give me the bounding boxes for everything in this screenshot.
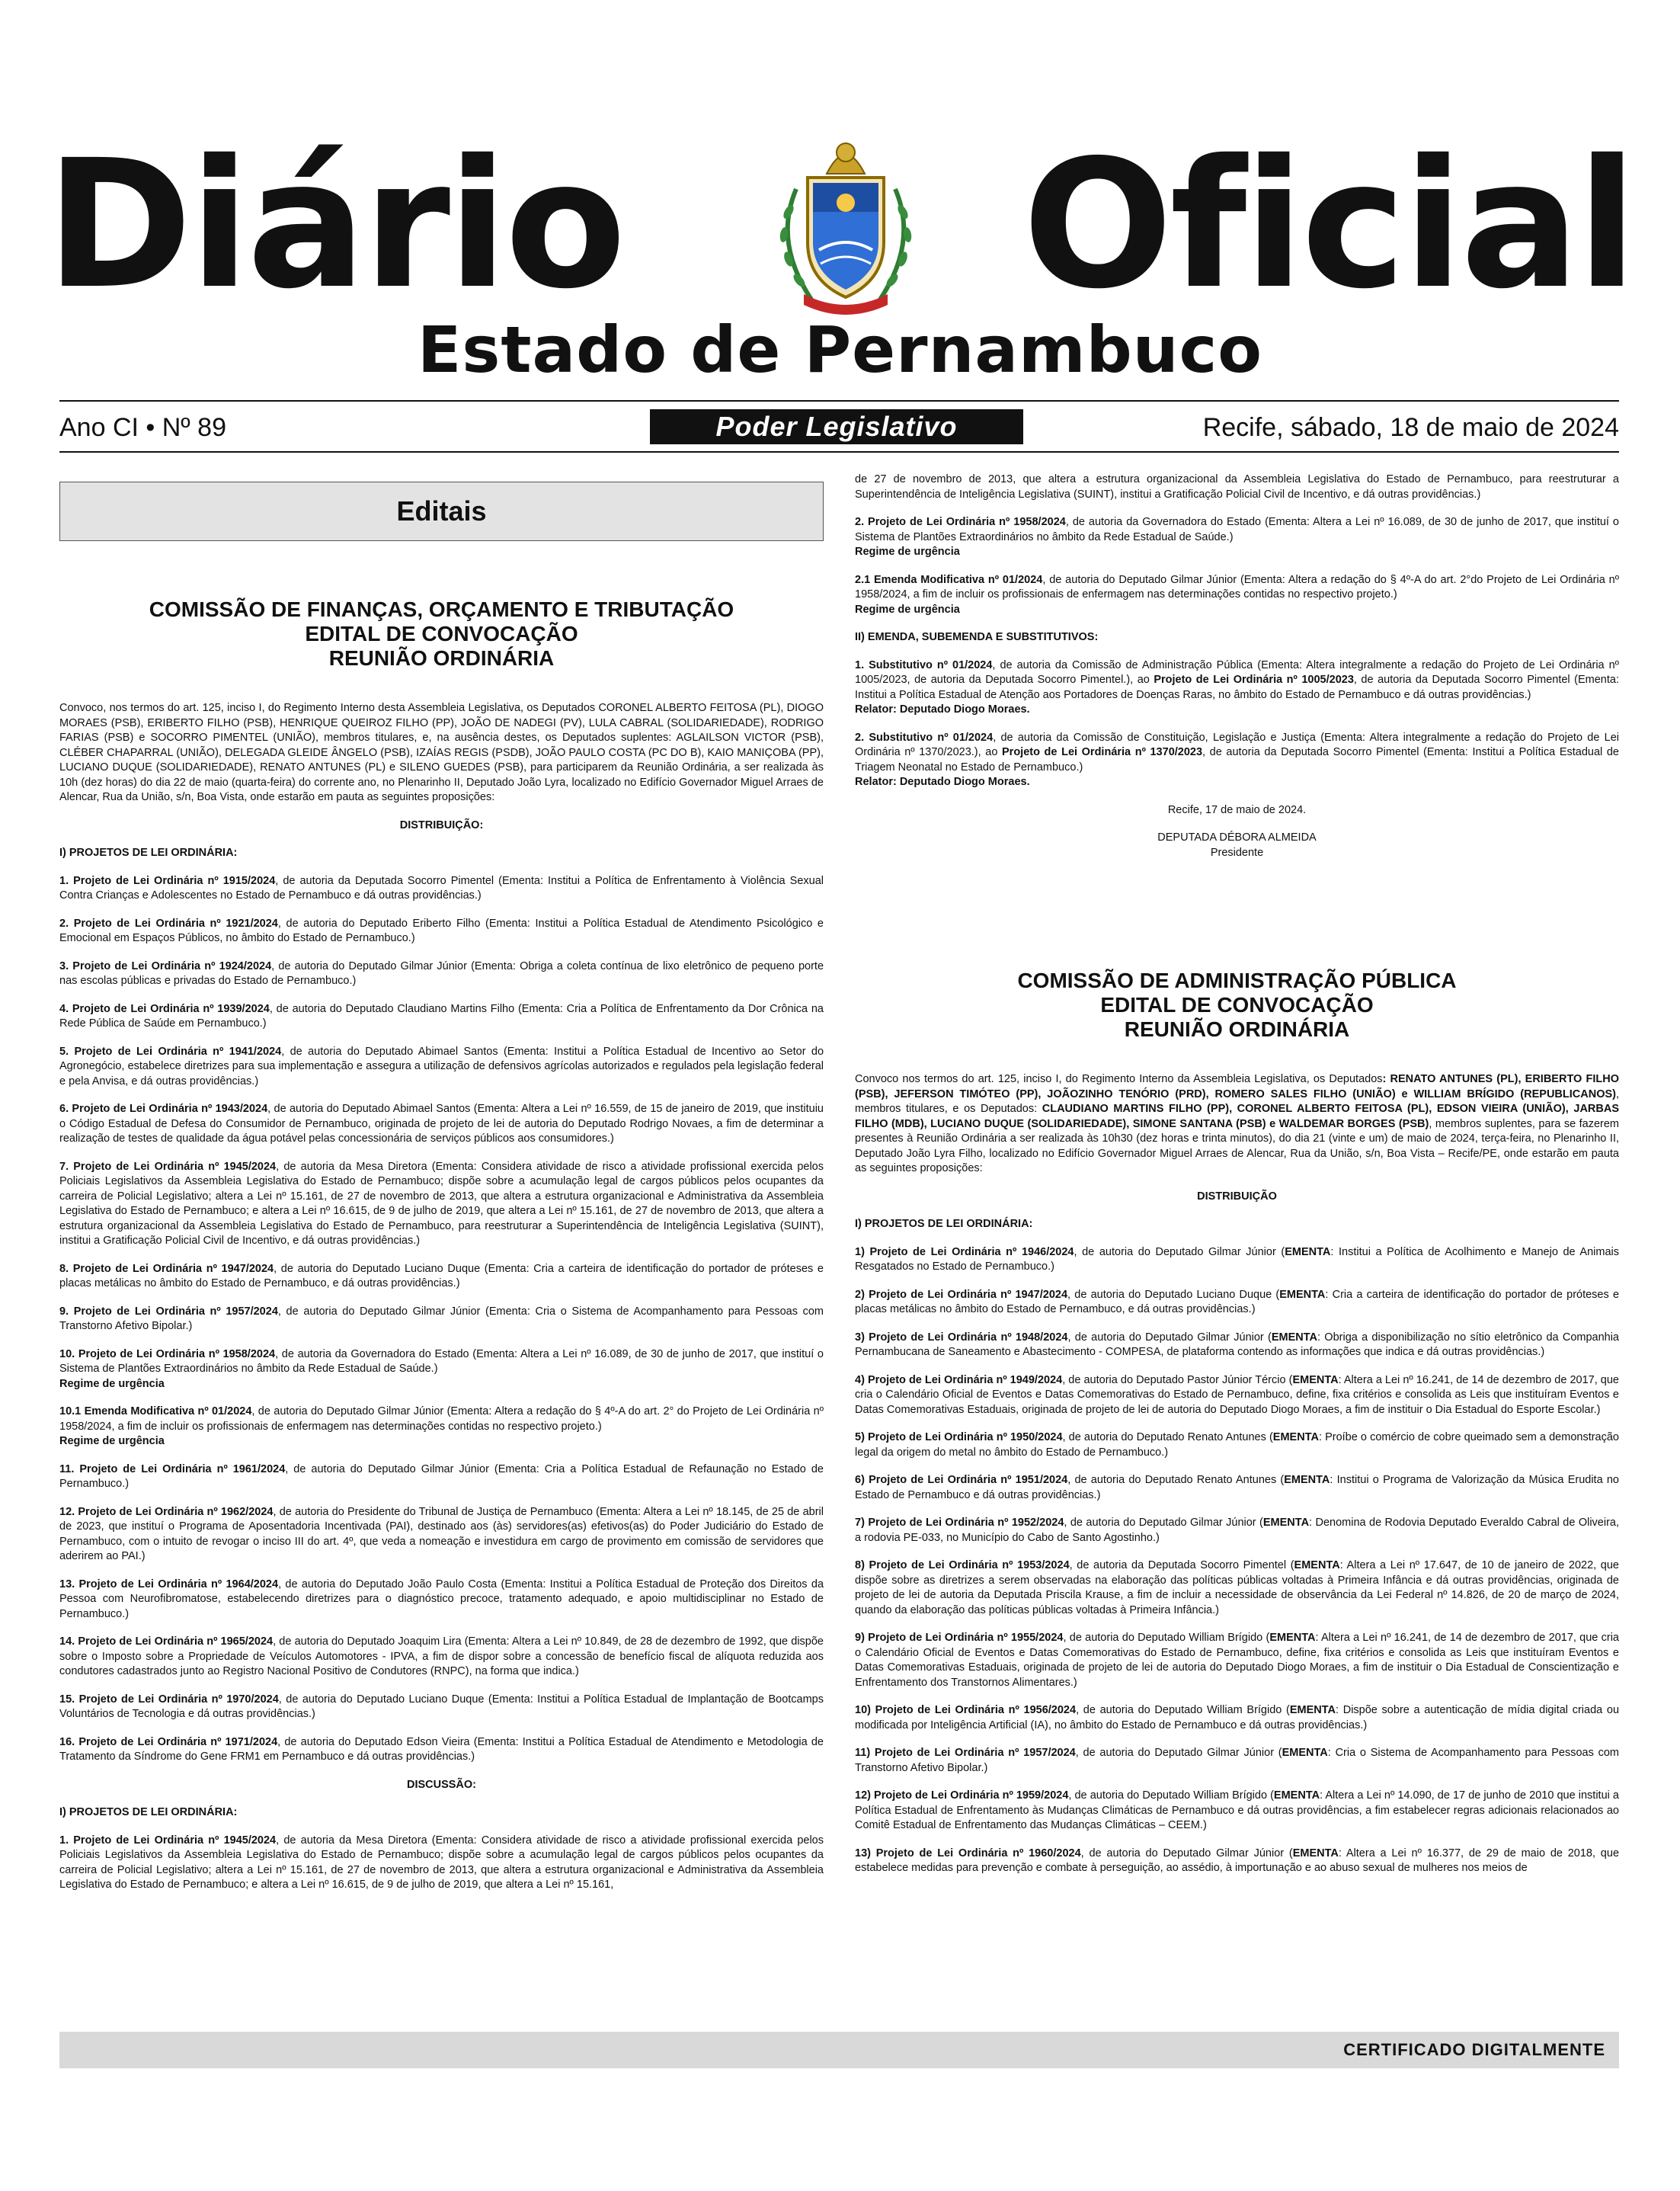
item-lead: 7. Projeto de Lei Ordinária nº 1945/2024 [59,1160,277,1173]
left-column [59,472,824,1906]
item-text: , de autoria do Deputado Luciano Duque (Ementa: Institui a Política Estadual de Implantação de Bootcamps Voluntários de Tecnologia e dá outras providências.) [59,1693,824,1720]
item-lead: 6. Projeto de Lei Ordinária nº 1943/2024 [59,1103,268,1115]
item-text: , de autoria do Deputado Gilmar Júnior ( [1067,1331,1272,1344]
ementa-label: EMENTA [1262,1517,1310,1529]
item-text: : Altera a Lei nº 17.647, de 10 de janeiro de 2022, que dispõe sobre as diretrizes a serem observadas na elaboração das políticas públicas voltadas à Primeira Infância e dá outras providências, originada de projeto de lei de autoria da Deputada Priscila Krause, a fim de incluir a necessidade de observância da Lei Federal nº 14.826, de 20 de março de 2024, quando da elaboração das políticas públicas voltadas à Primeira Infância.) [855,1559,1619,1616]
left-items-list [59,874,824,1765]
item-text: , de autoria do Deputado Gilmar Júnior ( [1074,1245,1285,1258]
spacer [855,860,1619,969]
item-note: Regime de urgência [59,1435,165,1447]
item-text: , de autoria do Deputado Eriberto Filho (Ementa: Institui a Política Estadual de Atendimento Psicológico e Emocional em Espaços Públicos, no âmbito do Estado de Pernambuco.) [59,917,824,944]
item-lead: 1) Projeto de Lei Ordinária nº 1946/2024 [855,1245,1074,1258]
ementa-label: EMENTA [1294,1559,1340,1571]
group-label: II) EMENDA, SUBEMENDA E SUBSTITUTIVOS: [855,631,1099,643]
item-text: , de autoria da Deputada Socorro Pimentel (Ementa: Institui a Política de Enfrentamento à Violência Sexual Contra Crianças e Adolescentes no Estado de Pernambuco e dá outras providências.) [59,874,824,902]
distribution-label: DISTRIBUIÇÃO: [399,818,484,831]
item-text: : Altera a Lei nº 16.241, de 14 de dezembro de 2017, que cria o Calendário Oficial de Eventos e Datas Comemorativas do Estado de Pernambuco, define, fixa critérios e consolida as Leis que instituíram Eventos e Datas Comemorativas Estaduais, originada de projeto de lei de autoria do Deputado Diogo Moraes, a fim de instituir o Dia Estadual do Esporte Escolar.) [855,1373,1619,1416]
item-text: : Institui a Política de Acolhimento e Manejo de Animais Resgatados no Estado de Pernambuco.) [855,1245,1619,1273]
item-lead: 1. Projeto de Lei Ordinária nº 1945/2024 [59,1834,277,1847]
list-item [59,1635,824,1680]
item-text: , de autoria da Deputada Socorro Pimentel (Ementa: Institui a Política Estadual de Triagem Neonatal no Estado de Pernambuco.) [855,746,1619,774]
list-item [855,1746,1619,1776]
item-lead: 2. Substitutivo nº 01/2024 [855,731,994,744]
list-item [59,1045,824,1090]
item-text: , de autoria do Deputado Edson Vieira (Ementa: Institui a Política Estadual de Atendimento e Metodologia de Tratamento da Síndrome do Gene FRM1 em Pernambuco e dá outras providências.) [59,1735,824,1763]
list-item [855,1847,1619,1876]
item-text: : Denomina de Rodovia Deputado Everaldo Cabral de Oliveira, a rodovia PE-033, no Município do Cabo de Santo Agostinho.) [855,1517,1620,1544]
item-text: , de autoria do Deputado Gilmar Júnior ( [1064,1517,1263,1529]
item-text: : Altera a Lei nº 16.241, de 14 de dezembro de 2017, que cria o Calendário Oficial de Eventos e Datas Comemorativas do Estado de Pernambuco, define, fixa critérios e consolida as Leis que instituíram Eventos e Datas Comemorativas Estaduais, originada de projeto de lei de autoria do Deputado Diogo Moraes, a fim de instituir o Dia Estadual de Conscientização e Enfrentamento dos Transtornos Alimentares.) [855,1632,1619,1689]
list-item [59,1735,824,1765]
list-item [855,1789,1619,1834]
heading-line: REUNIÃO ORDINÁRIA [1124,1017,1350,1041]
item-lead: 12. Projeto de Lei Ordinária nº 1962/2024 [59,1505,274,1518]
list-item [59,874,824,904]
item-text: , de autoria da Deputada Socorro Pimentel ( [1069,1559,1294,1571]
group-label: I) PROJETOS DE LEI ORDINÁRIA: [59,847,238,859]
signature-date: Recife, 17 de maio de 2024. [1167,803,1307,816]
item-lead: 2.1 Emenda Modificativa nº 01/2024 [855,573,1043,586]
item-note: Regime de urgência [855,546,960,558]
item-note: Regime de urgência [855,603,960,616]
item-lead: 3. Projeto de Lei Ordinária nº 1924/2024 [59,959,272,972]
item-text: , de autoria do Deputado Joaquim Lira (Ementa: Altera a Lei nº 10.849, de 28 de dezembro de 1992, que dispõe sobre o Imposto sobre a Propriedade de Veículos Automotores - IPVA, a fim de dispor sobre a concessão de benefício fiscal de alíquota reduzida aos condutores cadastrados junto ao Registro Nacional Positivo de Condutores (RNPC), na forma que indica.) [59,1635,824,1677]
item-text: , de autoria do Deputado William Brígido ( [1068,1789,1274,1802]
item-text: : Cria a carteira de identificação do portador de próteses e placas metálicas no âmbito do Estado de Pernambuco, e dá outras providências.) [855,1288,1620,1315]
item-text: , de autoria do Presidente do Tribunal de Justiça de Pernambuco (Ementa: Altera a Lei nº 18.145, de 25 de abril de 2023, que instituí o Programa de Aposentadoria Incentivada (PAI), destinado aos (às) servidores(as) efetivos(as) do Poder Judiciário do Estado de Pernambuco, com o intuito de revogar o inciso III do art. 4º, que veda a nomeação e investidura em cargo de provimento em comissão de servidores que aderirem ao PAI.) [59,1505,824,1562]
digital-certificate-label: CERTIFICADO DIGITALMENTE [1343,2040,1605,2059]
item-lead: 10. Projeto de Lei Ordinária nº 1958/2024 [59,1347,276,1360]
list-item [59,1347,824,1392]
list-item [855,1516,1619,1546]
item-lead: 2. Projeto de Lei Ordinária nº 1921/2024 [59,917,278,930]
list-item [855,573,1619,618]
item-text: , de autoria do Deputado Gilmar Júnior (Ementa: Obriga a coleta contínua de lixo eletrônico de pequeno porte nas escolas públicas e privadas do Estado de Pernambuco.) [59,959,824,987]
ementa-label: EMENTA [1292,1373,1339,1386]
list-item [855,1631,1619,1690]
masthead-rule-bottom [59,451,1619,453]
coat-of-arms-icon [766,128,926,319]
heading-line: REUNIÃO ORDINÁRIA [328,646,555,670]
item-lead: 15. Projeto de Lei Ordinária nº 1970/2024 [59,1693,279,1706]
list-item [855,731,1619,776]
commission-heading-administracao [855,969,1619,1042]
item-text: , de autoria do Deputado Claudiano Martins Filho (Ementa: Cria a Política de Enfrentamento da Dor Crônica na Rede Pública de Saúde em Pernambuco.) [59,1002,824,1030]
item-lead: 5. Projeto de Lei Ordinária nº 1941/2024 [59,1045,282,1058]
item-text: , de autoria do Deputado Gilmar Júnior ( [1075,1747,1282,1759]
item-text: : Proíbe o comércio de cobre queimado sem a demonstração legal da origem do metal no âmbito do Estado de Pernambuco.) [855,1431,1619,1459]
item-lead: 6) Projeto de Lei Ordinária nº 1951/2024 [855,1474,1068,1486]
item-lead: 14. Projeto de Lei Ordinária nº 1965/2024 [59,1635,274,1648]
rapporteur-note: Relator: Deputado Diogo Moraes. [855,703,1030,716]
list-item [59,1505,824,1565]
section-label-box: Editais [59,482,824,541]
item-lead: 4) Projeto de Lei Ordinária nº 1949/2024 [855,1373,1063,1386]
list-item [59,1262,824,1292]
item-lead: 12) Projeto de Lei Ordinária nº 1959/2024 [855,1789,1069,1802]
intro-text: , membros titulares, e os Deputados: [855,1087,1619,1115]
item-lead: 8) Projeto de Lei Ordinária nº 1953/2024 [855,1559,1070,1571]
item-lead: 4. Projeto de Lei Ordinária nº 1939/2024 [59,1002,270,1015]
item-text: , de autoria da Governadora do Estado (Ementa: Altera a Lei nº 16.089, de 30 de junho de 2017, que instituí o Sistema de Plantões Extraordinários no âmbito da Rede Estadual de Saúde.) [59,1347,824,1375]
ementa-label: EMENTA [1272,1431,1319,1443]
signature-role: Presidente [1210,846,1264,859]
list-item [855,658,1619,703]
intro-text: , membros suplentes, para se fazerem presentes à Reunião Ordinária a ser realizada às 10h30 (dez horas e trinta minutos), do dia 21 (vinte e um) de maio de 2024, terça-feira, no Plenarinho II, Deputado João Lyra Filho, localizado no Edifício Governador Miguel Arraes de Alencar, Rua da União, s/n, Boa Vista – Recife/PE, onde estarão em pauta as seguintes proposições: [855,1117,1619,1174]
list-item [59,1693,824,1722]
item-text: , de autoria do Deputado Gilmar Júnior (Ementa: Altera a redação do § 4º-A do art. 2° do Projeto de Lei Ordinária nº 1958/2024, a fim de incluir os profissionais de enfermagem nas determinações contidas no respectivo projeto.) [59,1405,824,1433]
list-item [855,1288,1619,1318]
section-banner: Poder Legislativo [650,409,1023,444]
item-text: , de autoria do Deputado Abimael Santos (Ementa: Institui a Política Estadual de Incentivo ao Setor do Agronegócio, estabelece diretrizes para sua implementação e assegura a utilização de defensivos agrícolas autorizados e regulados pela legislação federal e pela Anvisa, e dá outras providências.) [59,1045,824,1087]
item-text: , de autoria do Deputado William Brígido ( [1076,1704,1290,1716]
item-text: , de autoria do Deputado Luciano Duque ( [1067,1288,1280,1301]
group-label: I) PROJETOS DE LEI ORDINÁRIA: [855,1218,1033,1230]
heading-line: COMISSÃO DE FINANÇAS, ORÇAMENTO E TRIBUTAÇÃO [149,597,734,621]
ementa-label: EMENTA [1292,1847,1339,1859]
item-text: , de autoria do Deputado Luciano Duque (Ementa: Cria a carteira de identificação do portador de próteses e placas metálicas no âmbito do Estado de Pernambuco, e dá outras providências.) [59,1262,824,1289]
masthead-subtitle: Estado de Pernambuco [417,312,1263,387]
item-lead: 11. Projeto de Lei Ordinária nº 1961/2024 [59,1462,286,1475]
heading-line: EDITAL DE CONVOCAÇÃO [305,622,578,645]
item-lead: 3) Projeto de Lei Ordinária nº 1948/2024 [855,1331,1068,1344]
item-bold: Projeto de Lei Ordinária nº 1005/2023 [1154,674,1354,686]
heading-line: EDITAL DE CONVOCAÇÃO [1100,993,1374,1017]
publication-date: Recife, sábado, 18 de maio de 2024 [1202,413,1619,442]
item-lead: 5) Projeto de Lei Ordinária nº 1950/2024 [855,1431,1063,1443]
list-item [59,917,824,947]
item-text: , de autoria do Deputado Gilmar Júnior (Ementa: Cria o Sistema de Acompanhamento para Pessoas com Transtorno Afetivo Bipolar.) [59,1305,824,1332]
list-item [855,1473,1619,1503]
intro-members: CLAUDIANO MARTINS FILHO (PP), CORONEL ALBERTO FEITOSA (PL), EDSON VIEIRA (UNIÃO), JARBAS FILHO (MDB), LUCIANO DUQUE (SOLIDARIEDADE), SIMONE SANTANA (PSB) e WALDEMAR BORGES (PSB) [855,1103,1620,1130]
footer-bar [59,2032,1619,2068]
item-bold: Projeto de Lei Ordinária nº 1370/2023 [1002,746,1203,758]
ementa-label: EMENTA [1285,1245,1331,1258]
item-note: Regime de urgência [59,1377,165,1390]
masthead-rule-top [59,400,1619,402]
item-text: , de autoria da Comissão de Administração Pública (Ementa: Altera integralmente a redação do Projeto de Lei Ordinária nº 1005/2023, de autoria da Deputada Socorro Pimentel.), ao [855,658,1619,686]
list-item [855,1430,1619,1460]
item-text: , de autoria do Deputado William Brígido ( [1063,1632,1270,1644]
item-lead: 13) Projeto de Lei Ordinária nº 1960/2024 [855,1847,1081,1859]
item-text: : Institui o Programa de Valorização da Música Erudita no Estado de Pernambuco e dá outras providências.) [855,1474,1619,1501]
distribution-label: DISTRIBUIÇÃO [1197,1190,1277,1203]
list-item [855,1373,1619,1418]
group-label: I) PROJETOS DE LEI ORDINÁRIA: [59,1806,238,1818]
list-item [59,1102,824,1147]
item-text: , de autoria do Deputado Pastor Júnior Tércio ( [1062,1373,1293,1386]
commission-heading-financas [59,597,824,671]
item-lead: 1. Projeto de Lei Ordinária nº 1915/2024 [59,874,276,887]
discussion-label: DISCUSSÃO: [406,1778,477,1791]
item-text: , de autoria do Deputado João Paulo Costa (Ementa: Institui a Política Estadual de Proteção dos Direitos da Pessoa com Neurofibromatose, estabelecendo diretrizes para o diagnóstico precoce, tratamento adequado, e apoio multidisciplinar no Estado de Pernambuco.) [59,1578,824,1620]
item-text: , de autoria da Deputada Socorro Pimentel (Ementa: Institui a Política Estadual de Atenção aos Portadores de Doenças Raras, no âmbito do Estado de Pernambuco e dá outras providências.) [855,674,1619,701]
ementa-label: EMENTA [1282,1747,1328,1759]
list-item [59,1405,824,1449]
masthead-title-right: Oficial [1022,122,1634,328]
item-text: : Dispõe sobre a autenticação de mídia digital criada ou modificada por Inteligência Artificial (IA), no âmbito do Estado de Pernambuco e dá outras providências.) [855,1704,1620,1731]
item-text: : Obriga a disponibilização no sítio eletrônico da Companhia Pernambucana de Saneamento e Abastecimento - COMPESA, de plataforma contendo as informações que indica e dá outras providências.) [855,1331,1619,1358]
heading-line: COMISSÃO DE ADMINISTRAÇÃO PÚBLICA [1017,969,1457,992]
list-item [59,1002,824,1032]
list-item [855,515,1619,560]
item-lead: 8. Projeto de Lei Ordinária nº 1947/2024 [59,1262,274,1275]
item-text: , de autoria do Deputado Gilmar Júnior (Ementa: Cria a Política Estadual de Refaunação no Estado de Pernambuco.) [59,1462,824,1490]
ementa-label: EMENTA [1279,1288,1326,1301]
ementa-label: EMENTA [1269,1632,1316,1644]
masthead-title [46,114,1634,335]
item-text: , de autoria da Governadora do Estado (Ementa: Altera a Lei nº 16.089, de 30 de junho de 2017, que instituí o Sistema de Plantões Extraordinários no âmbito da Rede Estadual de Saúde.) [855,516,1619,543]
signature-name: DEPUTADA DÉBORA ALMEIDA [1157,831,1317,844]
item-lead: 1. Substitutivo nº 01/2024 [855,658,993,671]
masthead-title-left: Diário [46,122,623,328]
item-text: : Altera a Lei nº 16.377, de 29 de maio de 2018, que estabelece medidas para prevenção e combate à perseguição, ao assédio, à importunação e ao abuso sexual de mulheres nos meios de [855,1847,1620,1874]
right-column [855,472,1619,1889]
item-lead: 2) Projeto de Lei Ordinária nº 1947/2024 [855,1288,1068,1301]
item-text: , de autoria da Comissão de Constituição, Legislação e Justiça (Ementa: Altera integralmente a redação do Projeto de Lei Ordinária nº 1370/2023.), ao [855,731,1619,758]
edition-number: Ano CI • Nº 89 [59,413,226,442]
continuation-text: de 27 de novembro de 2013, que altera a estrutura organizacional da Assembleia Legislativa do Estado de Pernambuco, para reestruturar a Superintendência de Inteligência Legislativa (SUINT), institui a Gratificação Policial Civil de Incentivo, e dá outras providências.) [855,473,1619,501]
item-text: : Altera a Lei nº 14.090, de 17 de junho de 2010 que institui a Política Estadual de Enfrentamento às Mudanças Climáticas de Pernambuco e dá outras providências, a fim estabelecer regras adicionais relacionados ao Comitê Estadual de Enfrentamento das Mudanças Climáticas – CEEM.) [855,1789,1619,1831]
list-item [855,1558,1619,1618]
item-lead: 7) Projeto de Lei Ordinária nº 1952/2024 [855,1517,1064,1529]
convocation-intro: Convoco, nos termos do art. 125, inciso I, do Regimento Interno desta Assembleia Legislativa, os Deputados CORONEL ALBERTO FEITOSA (PL), DIOGO MORAES (PSB), ERIBERTO FILHO (PSB), HENRIQUE QUEIROZ FILHO (PP), JOÃO DE NADEGI (PV), LULA CABRAL (SOLIDARIEDADE), RODRIGO FARIAS (PSB) e SOCORRO PIMENTEL (UNIÃO), membros titulares, e, na ausência destes, os Deputados suplentes: AGLAILSON VICTOR (PSB), CLÉBER CHAPARRAL (UNIÃO), DELEGADA GLEIDE ÂNGELO (PSB), IZAÍAS REGIS (PSDB), JOÃO PAULO COSTA (PC DO B), KAIO MANIÇOBA (PP), LUCIANO DUQUE (SOLIDARIEDADE), RENATO ANTUNES (PL) e SILENO GUEDES (PSB), para participarem da Reunião Ordinária, a ser realizada às 10h (dez horas) do dia 22 de maio (quarta-feira) do corrente ano, no Plenarinho II, Deputado João Lyra, localizado no Edifício Governador Miguel Arraes de Alencar, Rua da União, s/n, Boa Vista, onde estarão em pauta as seguintes proposições: [59,702,824,803]
item-lead: 2. Projeto de Lei Ordinária nº 1958/2024 [855,516,1066,528]
item-lead: 13. Projeto de Lei Ordinária nº 1964/2024 [59,1578,279,1590]
item-lead: 9. Projeto de Lei Ordinária nº 1957/2024 [59,1305,278,1318]
right-items-b-list [855,1245,1619,1876]
rapporteur-note: Relator: Deputado Diogo Moraes. [855,776,1030,788]
item-lead: 16. Projeto de Lei Ordinária nº 1971/2024 [59,1735,278,1748]
ementa-label: EMENTA [1271,1331,1318,1344]
item-lead: 10.1 Emenda Modificativa nº 01/2024 [59,1405,252,1417]
masthead-info-row [59,408,1619,447]
item-text: , de autoria do Deputado Gilmar Júnior ( [1080,1847,1293,1859]
intro-text: Convoco nos termos do art. 125, inciso I, do Regimento Interno da Assembleia Legislativa, os Deputados [855,1073,1383,1085]
item-lead: 10) Projeto de Lei Ordinária nº 1956/2024 [855,1704,1077,1716]
list-item [855,1703,1619,1733]
ementa-label: EMENTA [1289,1704,1336,1716]
list-item [855,1245,1619,1275]
intro-members: : RENATO ANTUNES (PL), ERIBERTO FILHO (PSB), JEFERSON TIMÓTEO (PP), JOÃOZINHO TENÓRIO (PRD), ROMERO SALES FILHO (UNIÃO) e WILLIAM BRÍGIDO (REPUBLICANOS) [855,1073,1619,1100]
ementa-label: EMENTA [1284,1474,1330,1486]
item-text: , de autoria do Deputado Gilmar Júnior (Ementa: Altera a redação do § 4º-A do art. 2°do Projeto de Lei Ordinária nº 1958/2024, a fim de incluir os profissionais de enfermagem nas determinações contidas no respectivo projeto.) [855,573,1619,601]
list-item [59,1834,824,1893]
list-item [59,1578,824,1622]
list-item [59,1462,824,1492]
item-text: : Cria o Sistema de Acompanhamento para Pessoas com Transtorno Afetivo Bipolar.) [855,1747,1620,1774]
item-lead: 9) Projeto de Lei Ordinária nº 1955/2024 [855,1632,1064,1644]
item-text: , de autoria do Deputado Renato Antunes ( [1067,1474,1285,1486]
item-lead: 11) Projeto de Lei Ordinária nº 1957/2024 [855,1747,1076,1759]
item-text: , de autoria do Deputado Abimael Santos (Ementa: Altera a Lei nº 16.559, de 15 de janeiro de 2019, que instituiu o Código Estadual de Defesa do Consumidor de Pernambuco, originada de projeto de lei de autoria do Deputado Rodrigo Novaes, a fim de determinar a realização de testes de qualidade da água potável pelas concessionária de serviços públicos aos consumidores.) [59,1103,824,1145]
item-text: , de autoria do Deputado Renato Antunes ( [1062,1431,1273,1443]
right-items-a-list [855,515,1619,617]
list-item [59,1160,824,1249]
list-item [59,1305,824,1334]
list-item [855,1331,1619,1360]
ementa-label: EMENTA [1273,1789,1320,1802]
list-item [59,959,824,989]
convocation-intro [855,1072,1619,1177]
item-text: , de autoria da Mesa Diretora (Ementa: Considera atividade de risco a atividade profissional exercida pelos Policiais Legislativos da Assembleia Legislativa do Estado de Pernambuco; dispõe sobre a acumulação legal de cargos públicos pelos ocupantes da carreira de Policial Legislativo; altera a Lei nº 15.161, de 27 de novembro de 2013, que altera a estrutura organizacional e Administrativa da Assembleia Legislativa do Estado de Pernambuco; e altera a Lei nº 16.615, de 9 de julho de 2019, que altera a Lei nº 15.161, [59,1834,824,1891]
item-text: , de autoria da Mesa Diretora (Ementa: Considera atividade de risco a atividade profissional exercida pelos Policiais Legislativos da Assembleia Legislativa do Estado de Pernambuco; dispõe sobre a acumulação legal de cargos públicos pelos ocupantes da carreira de Policial Legislativo; altera a Lei nº 15.161, de 27 de novembro de 2013, que altera a estrutura organizacional e Administrativa da Assembleia Legislativa do Estado de Pernambuco; e altera a Lei nº 16.615, de 9 de julho de 2019, que altera a Lei nº 15.161, de 27 de novembro de 2013, que altera a estrutura organizacional da Assembleia Legislativa do Estado de Pernambuco, para reestruturar a Superintendência de Inteligência Legislativa (SUINT), institui a Gratificação Policial Civil de Incentivo, e dá outras providências.) [59,1160,824,1247]
